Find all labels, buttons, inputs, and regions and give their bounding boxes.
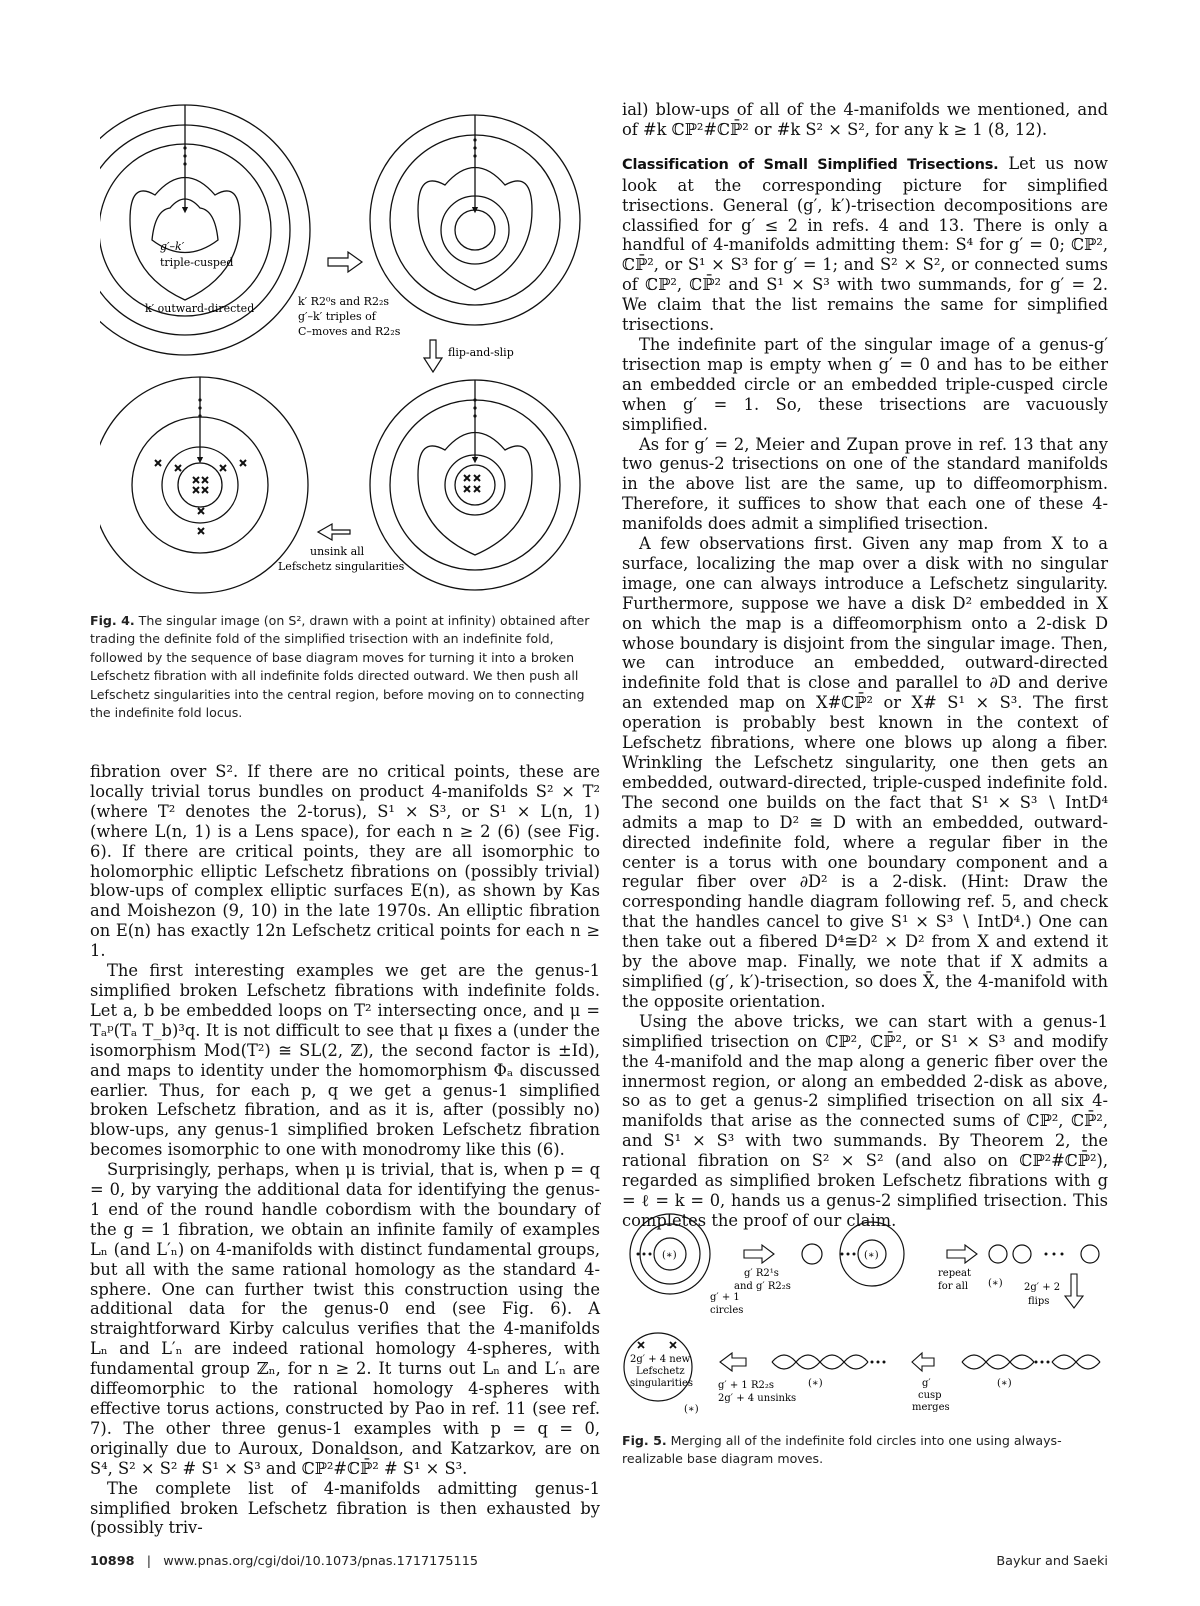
fig4-arrow-down	[424, 340, 442, 372]
footer-left	[90, 1554, 478, 1569]
fig5-label-circles-1: g′ + 1	[710, 1292, 740, 1303]
fig5-label-r21-1: g′ R2¹s	[744, 1268, 779, 1279]
fig4-label-moves-1: k′ R2⁰s and R2₂s	[298, 295, 390, 308]
fig5-label-repeat-1: repeat	[938, 1268, 971, 1279]
footer-separator: |	[146, 1554, 152, 1569]
fig4-label-gk-top: g′–k′	[160, 240, 185, 253]
fig4-label-unsink-1: unsink all	[310, 545, 365, 558]
fig4-label-unsink-2: Lefschetz singularities	[278, 560, 405, 573]
left-paragraph-4: The complete list of 4-manifolds admitting genus-1 simplified broken Lefschetz fibration is then exhausted by (possibly triv-	[90, 1478, 600, 1538]
fig4-panel-top-left	[100, 105, 310, 355]
figure-4	[100, 100, 600, 600]
fig5-star-1: (∗)	[662, 1250, 677, 1261]
fig5-caption-label: Fig. 5.	[622, 1433, 667, 1448]
fig5-label-new-1: 2g′ + 4 new	[630, 1354, 691, 1365]
fig4-arrow-right	[328, 252, 362, 272]
right-paragraph-0: ial) blow-ups of all of the 4-manifolds we mentioned, and of #k ℂℙ²#ℂℙ̄² or #k S² × S², for any k ≥ 1 (8, 12).	[622, 100, 1108, 139]
fig5-star-2: (∗)	[864, 1250, 879, 1261]
fig5-star-6: (∗)	[684, 1404, 699, 1415]
right-paragraph-5: Using the above tricks, we can start with a genus-1 simplified trisection on ℂℙ², ℂℙ̄², or S¹ × S³ and modify the 4-manifold and the map along a generic fiber over the innermost region, or along an embedded 2-disk as above, so as to get a genus-2 simplified trisection on all six 4-manifolds that arise as the connected sums of ℂℙ², ℂℙ̄², and S¹ × S³ with two summands. By Theorem 2, the rational fibration on S² × S² (and also on ℂℙ²#ℂℙ̄²), regarded as simplified broken Lefschetz fibrations with g = ℓ = k = 0, hands us a genus-2 simplified trisection. This completes the proof of our claim.	[622, 1011, 1108, 1230]
figure-5-caption	[622, 1432, 1108, 1469]
fig5-label-unsinks-2: 2g′ + 4 unsinks	[718, 1393, 797, 1404]
fig5-label-cusp-1: g′	[922, 1378, 931, 1389]
right-column	[622, 100, 1108, 1231]
fig5-label-repeat-2: for all	[938, 1281, 969, 1292]
fig5-star-3: (∗)	[988, 1278, 1003, 1289]
right-paragraph-4: A few observations first. Given any map from X to a surface, localizing the map over a disk with no singular image, one can always introduce a Lefschetz singularity. Furthermore, suppose we have a disk D² embedded in X on which the map is a diffeomorphism onto a 2-disk D whose boundary is disjoint from the singular image. Then, we can introduce an embedded, outward-directed indefinite fold that is close and parallel to ∂D and derive an extended map on X#ℂℙ̄² or X# S¹ × S³. The first operation is probably best known in the context of Lefschetz fibrations, where one blows up along a fiber. Wrinkling the Lefschetz singularity, one then gets an embedded, outward-directed, triple-cusped indefinite fold. The second one builds on the fact that S¹ × S³ ∖ IntD⁴ admits a map to D² ≅ D with an embedded, outward-directed indefinite fold, where a regular fiber in the center is a torus with one boundary component and a regular fiber over ∂D² is a 2-disk. (Hint: Draw the corresponding handle diagram following ref. 5, and check that the handles cancel to give S¹ × S³ ∖ IntD⁴.) One can then take out a fibered D⁴≅D² × D² from X and extend it by the above map. Finally, we note that if X admits a simplified (g′, k′)-trisection, so does X̄, the 4-manifold with the opposite orientation.	[622, 534, 1108, 1011]
footer-authors: Baykur and Saeki	[996, 1554, 1108, 1569]
fig5-label-circles-2: circles	[710, 1305, 744, 1316]
left-paragraph-2: The first interesting examples we get are the genus-1 simplified broken Lefschetz fibrations with indefinite folds. Let a, b be embedded loops on T² intersecting once, and μ = Tₐᵖ(Tₐ T_b)³q. It is not difficult to see that μ fixes a (under the isomorphism Mod(T²) ≅ SL(2, ℤ), the second factor is ±Id), and maps to identity under the homomorphism Φₐ discussed earlier. Thus, for each p, q we get a genus-1 simplified broken Lefschetz fibration, and as it is, after (possibly no) blow-ups, any genus-1 simplified broken Lefschetz fibration becomes isomorphic to one with monodromy like this (6).	[90, 961, 600, 1160]
fig5-label-r21-2: and g′ R2₂s	[734, 1281, 791, 1292]
fig5-label-new-3: singularities	[630, 1378, 694, 1389]
fig4-label-moves-2: g′–k′ triples of	[298, 310, 376, 323]
fig5-label-flips-1: 2g′ + 2	[1024, 1282, 1061, 1293]
fig4-label-moves-3: C–moves and R2₂s	[298, 325, 401, 338]
fig5-label-cusp-3: merges	[912, 1402, 950, 1413]
footer-doi-link[interactable]: www.pnas.org/cgi/doi/10.1073/pnas.1717175115	[163, 1554, 478, 1569]
left-column	[90, 762, 600, 1538]
fig5-arrow-5	[720, 1353, 746, 1371]
figure-4-caption	[90, 612, 600, 722]
fig5-arrow-3	[1065, 1274, 1083, 1308]
right-paragraph-3: As for g′ = 2, Meier and Zupan prove in ref. 13 that any two genus-2 trisections on one of the standard manifolds in the above list are the same, up to diffeomorphism. Therefore, it suffices to show that each one of these 4-manifolds does admit a simplified trisection.	[622, 434, 1108, 534]
section-heading: Classification of Small Simplified Trisections.	[622, 156, 999, 173]
fig5-arrow-2	[947, 1245, 977, 1263]
fig5-label-flips-2: flips	[1028, 1296, 1050, 1307]
fig4-label-flip: flip-and-slip	[448, 346, 514, 359]
right-paragraph-2: The indefinite part of the singular image of a genus-g′ trisection map is empty when g′ = 0 and has to be either an embedded circle or an embedded triple-cusped circle when g′ = 1. So, these trisections are vacuously simplified.	[622, 334, 1108, 434]
fig4-label-outward: k′ outward-directed	[145, 302, 255, 315]
right-paragraph-1: Let us now look at the corresponding picture for simplified trisections. General (g′, k′)-trisection decompositions are classified for g′ ≤ 2 in refs. 4 and 13. There is only a handful of 4-manifolds admitting them: S⁴ for g′ = 0; ℂℙ², ℂℙ̄², or S¹ × S³ for g′ = 1; and S² × S², or connected sums of ℂℙ², ℂℙ̄² and S¹ × S³ with two summands, for g′ = 2. We claim that the list remains the same for simplified trisections.	[622, 153, 1108, 335]
left-paragraph-1: fibration over S². If there are no critical points, these are locally trivial torus bundles on product 4-manifolds S² × T² (where T² denotes the 2-torus), S¹ × S³, or S¹ × L(n, 1) (where L(n, 1) is a Lens space), for each n ≥ 2 (6) (see Fig. 6). If there are critical points, they are all isomorphic to holomorphic elliptic Lefschetz fibrations on (possibly trivial) blow-ups of complex elliptic surfaces E(n), as shown by Kas and Moishezon (9, 10) in the late 1970s. An elliptic fibration on E(n) has exactly 12n Lefschetz critical points for each n ≥ 1.	[90, 762, 600, 961]
fig4-panel-bottom-left	[100, 377, 308, 593]
figure-5	[622, 1212, 1108, 1417]
fig5-star-4: (∗)	[808, 1378, 823, 1389]
fig5-arrow-1	[744, 1245, 774, 1263]
fig5-star-5: (∗)	[997, 1378, 1012, 1389]
fig4-caption-text: The singular image (on S², drawn with a point at infinity) obtained after trading the definite fold of the simplified trisection with an indefinite fold, followed by the sequence of base diagram moves for turning it into a broken Lefschetz fibration with all indefinite folds directed outward. We then push all Lefschetz singularities into the central region, before moving on to connecting the indefinite fold locus.	[90, 613, 590, 721]
fig5-caption-text: Merging all of the indefinite fold circles into one using always-realizable base diagram moves.	[622, 1433, 1062, 1467]
fig5-label-unsinks-1: g′ + 1 R2₂s	[718, 1380, 774, 1391]
fig4-arrow-left	[318, 524, 350, 540]
fig5-arrow-4	[912, 1353, 934, 1371]
page-number: 10898	[90, 1554, 135, 1569]
fig5-label-cusp-2: cusp	[918, 1390, 942, 1401]
fig4-label-triple-cusped: triple-cusped	[160, 256, 234, 269]
fig4-caption-label: Fig. 4.	[90, 613, 135, 628]
fig5-label-new-2: Lefschetz	[636, 1366, 685, 1377]
left-paragraph-3: Surprisingly, perhaps, when μ is trivial, that is, when p = q = 0, by varying the additional data for identifying the genus-1 end of the round handle cobordism with the boundary of the g = 1 fibration, we obtain an infinite family of examples Lₙ (and L′ₙ) on 4-manifolds with distinct fundamental groups, but all with the same rational homology as the standard 4-sphere. One can further twist this construction using the additional data for the genus-0 end (see Fig. 6). A straightforward Kirby calculus verifies that the 4-manifolds Lₙ and L′ₙ are indeed rational homology 4-spheres, with fundamental group ℤₙ, for n ≥ 2. It turns out Lₙ and L′ₙ are diffeomorphic to the rational homology 4-spheres with effective torus actions, constructed by Pao in ref. 11 (see ref. 7). The other three genus-1 examples with p = q = 0, originally due to Auroux, Donaldson, and Katzarkov, are on S⁴, S² × S² # S¹ × S³ and ℂℙ²#ℂℙ̄² # S¹ × S³.	[90, 1160, 600, 1478]
